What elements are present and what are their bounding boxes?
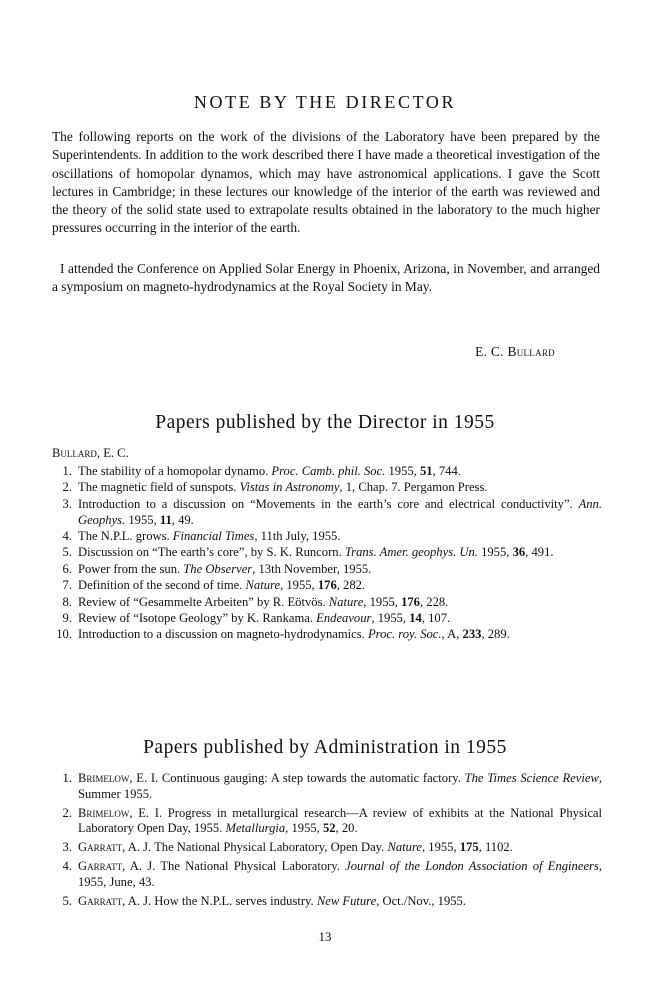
item-number: 7. bbox=[62, 578, 72, 593]
reference-text: The N.P.L. grows. Financial Times, 11th July, 1955. bbox=[78, 528, 341, 543]
item-number: 5. bbox=[62, 545, 72, 560]
item-number: 1. bbox=[62, 771, 72, 785]
item-number: 4. bbox=[62, 858, 72, 873]
reference-text: Introduction to a discussion on magneto-hydrodynamics. Proc. roy. Soc., A, 233, 289. bbox=[78, 627, 510, 642]
list-item bbox=[52, 859, 602, 891]
list-item bbox=[52, 806, 602, 838]
list-item bbox=[52, 611, 602, 627]
signature: E. C. Bullard bbox=[475, 344, 555, 359]
list-item bbox=[52, 578, 602, 594]
intro-paragraph-2: I attended the Conference on Applied Solar Energy in Phoenix, Arizona, in November, and arranged a symposium on magneto-hydrodynamics at the Royal Society in May. bbox=[52, 261, 600, 295]
administration-papers-list bbox=[52, 771, 602, 912]
reference-text: Garratt, A. J. How the N.P.L. serves industry. New Future, Oct./Nov., 1955. bbox=[78, 893, 466, 908]
item-number: 1. bbox=[62, 464, 72, 478]
list-item bbox=[52, 545, 602, 561]
list-item bbox=[52, 497, 602, 529]
item-number: 10. bbox=[56, 627, 72, 642]
page-number: 13 bbox=[318, 929, 332, 944]
list-item bbox=[52, 480, 602, 496]
reference-text: Garratt, A. J. The National Physical Laboratory, Open Day. Nature, 1955, 175, 1102. bbox=[78, 840, 513, 855]
item-number: 3. bbox=[62, 496, 72, 511]
list-item bbox=[52, 464, 602, 480]
reference-text: Power from the sun. The Observer, 13th November, 1955. bbox=[78, 561, 372, 576]
item-number: 8. bbox=[62, 594, 72, 609]
list-item bbox=[52, 894, 602, 910]
list-item bbox=[52, 627, 602, 643]
reference-text: The magnetic field of sunspots. Vistas in Astronomy, 1, Chap. 7. Pergamon Press. bbox=[78, 480, 488, 495]
item-number: 5. bbox=[62, 893, 72, 908]
item-number: 4. bbox=[62, 528, 72, 543]
director-papers-heading: Papers published by the Director in 1955 bbox=[155, 412, 495, 433]
reference-text: Review of “Isotope Geology” by K. Rankama. Endeavour, 1955, 14, 107. bbox=[78, 610, 451, 625]
page-title: NOTE BY THE DIRECTOR bbox=[193, 92, 457, 112]
item-number: 3. bbox=[62, 840, 72, 855]
reference-text: Introduction to a discussion on “Movements in the earth’s core and electrical conductivity”. Ann. Geophys. 1955, 11, 49. bbox=[78, 496, 602, 527]
reference-text: Brimelow, E. I. Progress in metallurgical research—A review of exhibits at the National Physical Laboratory Open Day, 1955. Metallurgia, 1955, 52, 20. bbox=[78, 805, 602, 836]
item-number: 9. bbox=[62, 610, 72, 625]
reference-text: The stability of a homopolar dynamo. Proc. Camb. phil. Soc. 1955, 51, 744. bbox=[78, 464, 461, 478]
director-author: Bullard, E. C. bbox=[52, 446, 129, 460]
reference-text: Brimelow, E. I. Continuous gauging: A step towards the automatic factory. The Times Science Review, Summer 1955. bbox=[78, 771, 602, 801]
item-number: 2. bbox=[62, 480, 72, 495]
list-item bbox=[52, 840, 602, 856]
reference-text: Garratt, A. J. The National Physical Laboratory. Journal of the London Association of Engineers, 1955, June, 43. bbox=[78, 858, 602, 889]
administration-papers-heading: Papers published by Administration in 1955 bbox=[143, 737, 507, 758]
list-item bbox=[52, 562, 602, 578]
list-item bbox=[52, 529, 602, 545]
reference-text: Definition of the second of time. Nature, 1955, 176, 282. bbox=[78, 578, 366, 593]
list-item bbox=[52, 771, 602, 803]
item-number: 2. bbox=[62, 805, 72, 820]
reference-text: Discussion on “The earth’s core”, by S. K. Runcorn. Trans. Amer. geophys. Un. 1955, 36, 491. bbox=[78, 545, 554, 560]
intro-paragraph-1: The following reports on the work of the divisions of the Laboratory have been prepared by the Superintendents. In addition to the work described there I have made a theoretical investigation of the oscillations of homopolar dynamos, which may have astronomical applications. I gave the Scott lectures in Cambridge; in these lectures our knowledge of the interior of the earth was reviewed and the theory of the solid state used to extrapolate results obtained in the laboratory to the much higher pressures occurring in the interior of the earth. bbox=[52, 129, 600, 236]
item-number: 6. bbox=[62, 561, 72, 576]
director-papers-list bbox=[52, 464, 602, 644]
reference-text: Review of “Gesammelte Arbeiten” by R. Eötvös. Nature, 1955, 176, 228. bbox=[78, 594, 449, 609]
list-item bbox=[52, 595, 602, 611]
